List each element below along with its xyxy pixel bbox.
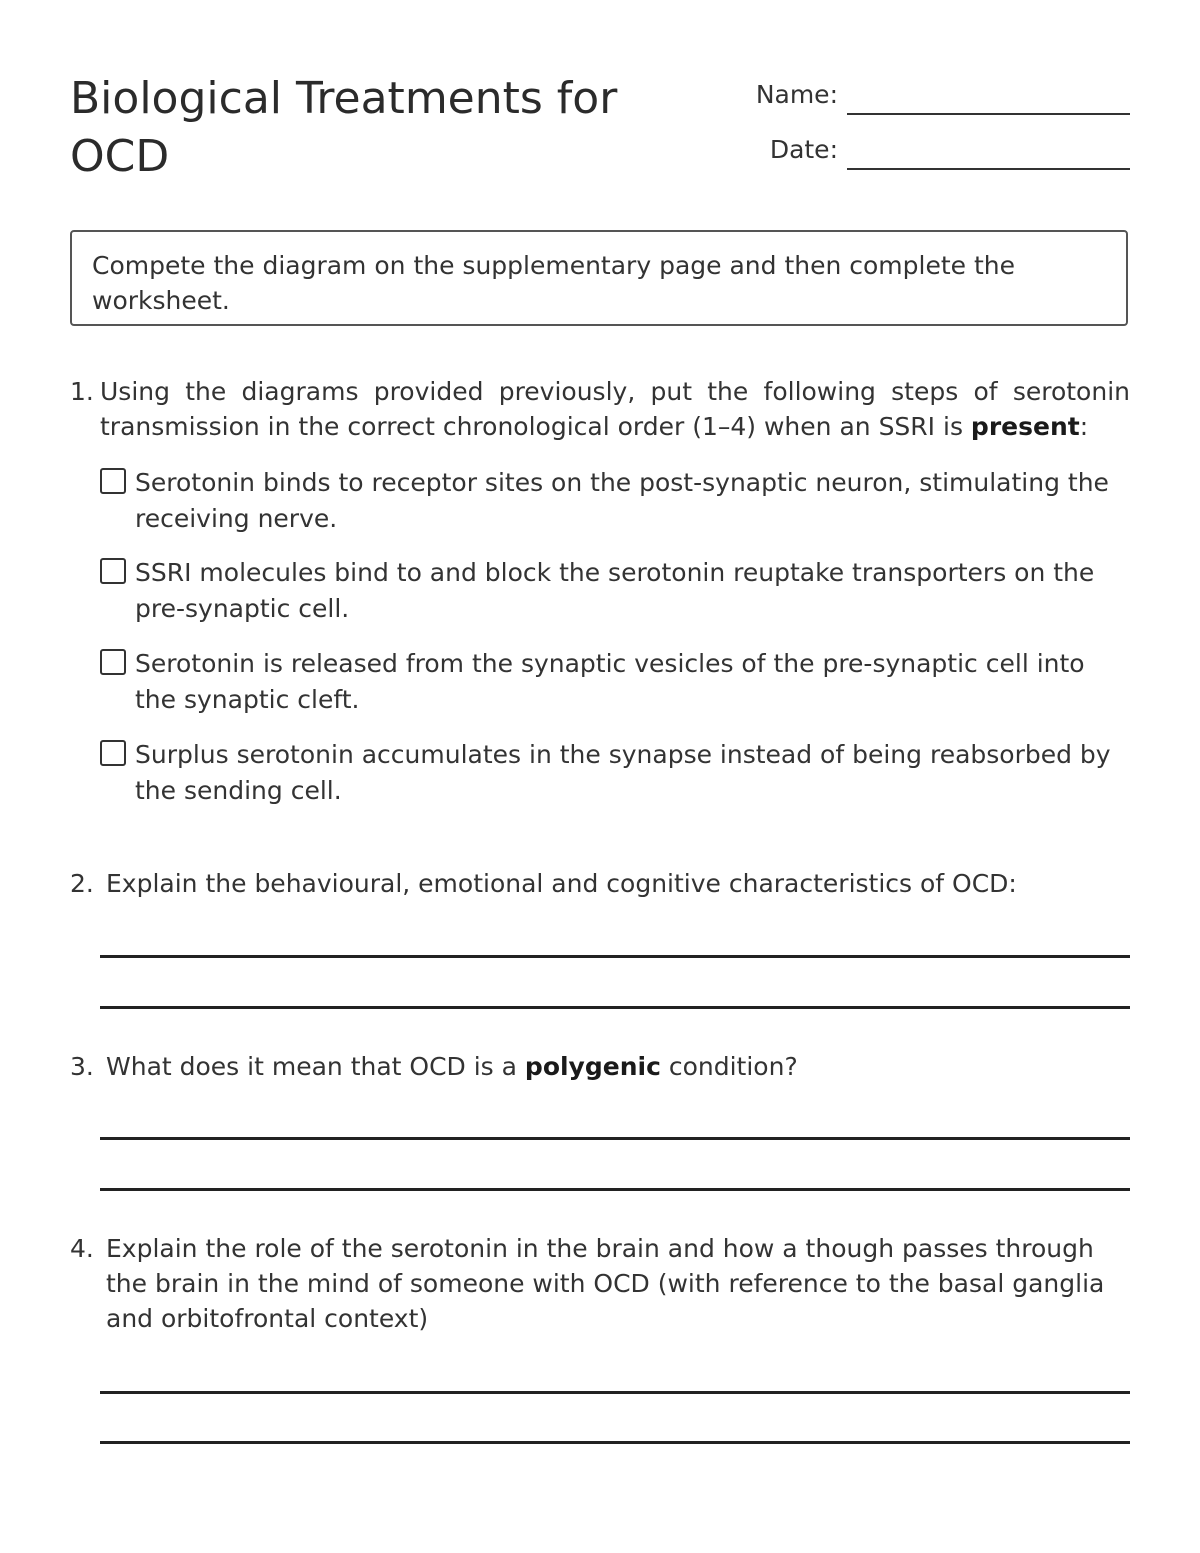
step-text-line1: Serotonin is released from the synaptic vesicles of the pre-synaptic cell into bbox=[135, 649, 1085, 678]
question-4-number: 4. bbox=[70, 1234, 94, 1263]
answer-line[interactable] bbox=[100, 1441, 1130, 1444]
question-3 bbox=[70, 1049, 1130, 1084]
step-text-line1: Surplus serotonin accumulates in the synapse instead of being reabsorbed by bbox=[135, 740, 1111, 769]
step-item bbox=[100, 737, 1130, 809]
name-underline bbox=[847, 113, 1130, 115]
question-1-line1: Using the diagrams provided previously, put the following steps of serotonin bbox=[100, 377, 1130, 406]
step-checkbox[interactable] bbox=[100, 558, 126, 584]
date-input[interactable] bbox=[847, 135, 1130, 169]
question-2-text: Explain the behavioural, emotional and cognitive characteristics of OCD: bbox=[106, 869, 1017, 898]
instructions-box bbox=[70, 230, 1128, 326]
question-3-text-start: What does it mean that OCD is a bbox=[106, 1052, 525, 1081]
answer-line[interactable] bbox=[100, 1006, 1130, 1009]
page-title-line2: OCD bbox=[70, 131, 170, 182]
answer-line[interactable] bbox=[100, 955, 1130, 958]
question-1-line2-text: transmission in the correct chronological order (1–4) when an SSRI is bbox=[100, 412, 971, 441]
step-text-line2: the synaptic cleft. bbox=[135, 685, 360, 714]
date-field-row bbox=[700, 131, 1130, 171]
step-item bbox=[100, 555, 1130, 627]
step-text-line1: SSRI molecules bind to and block the serotonin reuptake transporters on the bbox=[135, 558, 1095, 587]
answer-line[interactable] bbox=[100, 1188, 1130, 1191]
step-checkbox[interactable] bbox=[100, 740, 126, 766]
step-checkbox[interactable] bbox=[100, 468, 126, 494]
page-title-line1: Biological Treatments for bbox=[70, 73, 618, 124]
answer-line[interactable] bbox=[100, 1391, 1130, 1394]
question-4-line3: and orbitofrontal context) bbox=[106, 1304, 429, 1333]
question-1-line2 bbox=[100, 409, 1130, 444]
step-item bbox=[100, 646, 1130, 718]
page-title bbox=[70, 70, 670, 186]
question-2 bbox=[70, 866, 1130, 901]
question-4 bbox=[70, 1231, 1130, 1336]
step-text-line1: Serotonin binds to receptor sites on the post-synaptic neuron, stimulating the bbox=[135, 468, 1109, 497]
question-4-line1: Explain the role of the serotonin in the brain and how a though passes through bbox=[106, 1234, 1094, 1263]
name-input[interactable] bbox=[847, 80, 1130, 114]
question-3-text-end: condition? bbox=[660, 1052, 798, 1081]
step-text-line2: the sending cell. bbox=[135, 776, 342, 805]
question-1-emphasis: present bbox=[970, 412, 1080, 441]
question-2-number: 2. bbox=[70, 869, 94, 898]
question-1-number: 1. bbox=[70, 377, 94, 406]
date-underline bbox=[847, 168, 1130, 170]
answer-line[interactable] bbox=[100, 1137, 1130, 1140]
question-3-number: 3. bbox=[70, 1052, 94, 1081]
question-1-line2-end: : bbox=[1079, 412, 1089, 441]
question-1 bbox=[70, 374, 1130, 444]
question-3-text bbox=[106, 1049, 1130, 1084]
instructions-text: Compete the diagram on the supplementary page and then complete the worksheet. bbox=[92, 251, 1016, 315]
step-checkbox[interactable] bbox=[100, 649, 126, 675]
name-label: Name: bbox=[755, 80, 838, 109]
question-4-line2: the brain in the mind of someone with OCD (with reference to the basal ganglia bbox=[106, 1269, 1105, 1298]
date-label: Date: bbox=[769, 135, 838, 164]
step-item bbox=[100, 465, 1130, 537]
question-3-emphasis: polygenic bbox=[524, 1052, 661, 1081]
step-text-line2: receiving nerve. bbox=[135, 504, 338, 533]
step-text-line2: pre-synaptic cell. bbox=[135, 594, 350, 623]
name-field-row bbox=[700, 76, 1130, 116]
